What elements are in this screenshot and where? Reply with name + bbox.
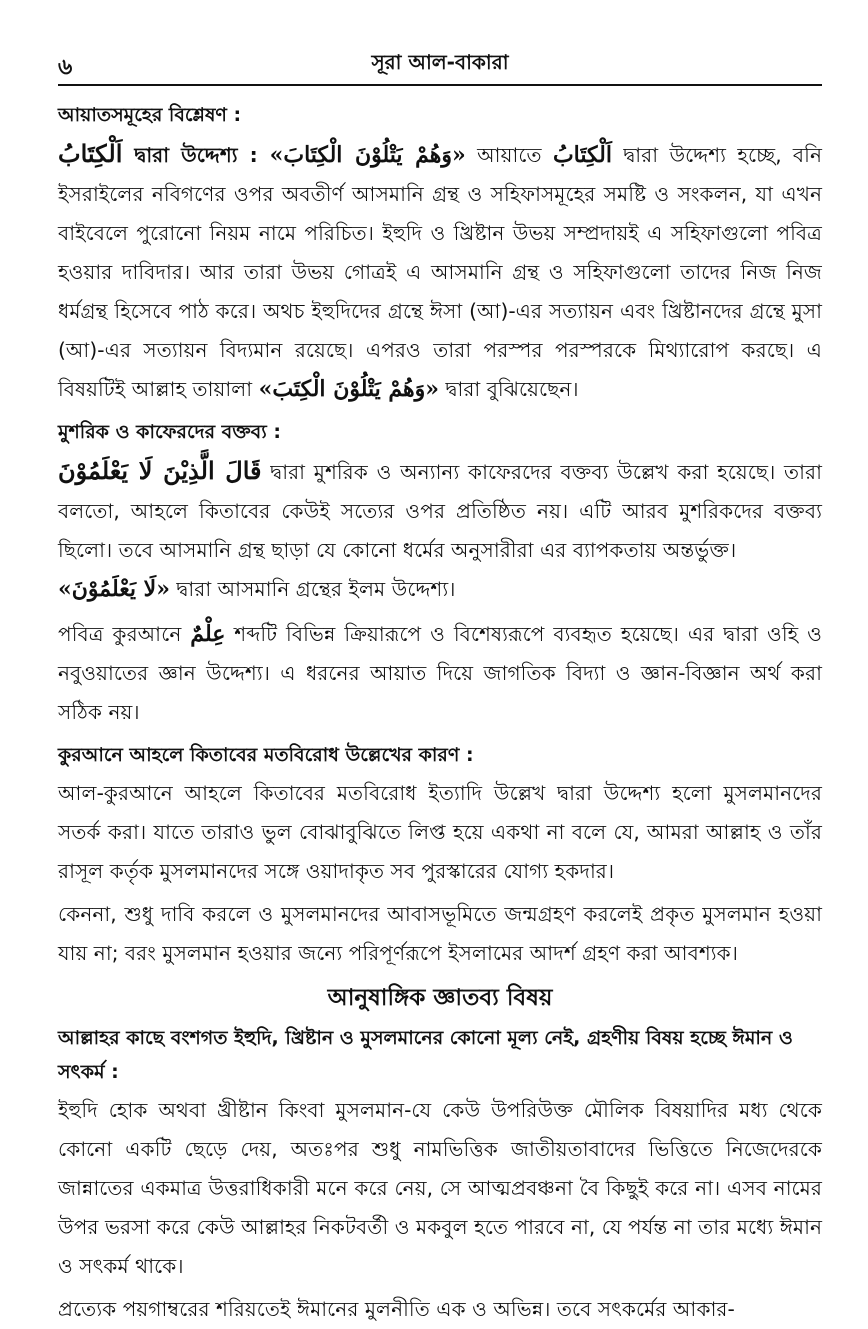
section-heading-faith-deeds: আল্লাহর কাছে বংশগত ইহুদি, খ্রিষ্টান ও মুসলমানের কোনো মূল্য নেই, গ্রহণীয় বিষয় হচ্ছে ঈমান ও সৎকর্ম : [58,1027,793,1083]
paragraph-disagreement-1: আল-কুরআনে আহলে কিতাবের মতবিরোধ ইত্যাদি উল্লেখ দ্বারা উদ্দেশ্য হলো মুসলমানদের সতর্ক করা। যাতে তারাও ভুল বোঝাবুঝিতে লিপ্ত হয়ে একথা না বলে যে, আমরা আল্লাহ ও তাঁর রাসূল কর্তৃক মুসলমানদের সঙ্গে ওয়াদাকৃত সব পুরস্কারের যোগ্য হকদার। [58,781,822,883]
section-heading-disagreement-reason: কুরআনে আহলে কিতাবের মতবিরোধ উল্লেখের কারণ : [58,744,474,766]
arabic-inline-al-kitab: اَلْكِتَابُ [552,142,612,168]
term-label: দ্বারা উদ্দেশ্য : [122,143,270,167]
arabic-quote-verse: «وَهُمْ يَتْلُوْنَ الْكِتَابَ» [269,142,466,168]
paragraph-mushrik-statement [58,451,822,609]
paragraph-faith-deeds-1: ইহুদি হোক অথবা খ্রীষ্টান কিংবা মুসলমান-যে কেউ উপরিউক্ত মৌলিক বিষয়াদির মধ্য থেকে কোনো একটি ছেড়ে দেয়, অতঃপর শুধু নামভিত্তিক জাতীয়তাবাদের ভিত্তিতে নিজেদেরকে জান্নাতের একমাত্র উত্তরাধিকারী মনে করে নেয়, সে আত্মপ্রবঞ্চনা বৈ কিছুই করে না। এসব নামের উপর ভরসা করে কেউ আল্লাহর নিকটবর্তী ও মকবুল হতে পারবে না, যে পর্যন্ত না তার মধ্যে ঈমান ও সৎকর্ম থাকে। [58,1098,822,1278]
paragraph-ilm-usage [58,615,822,732]
arabic-closing-verse: «وَهُمْ يَتْلُوْنَ الْكِتَبَ» [258,376,440,402]
running-title: সূরা আল-বাকারা [371,50,509,74]
arabic-term-al-kitab: اَلْكِتَابُ [58,139,123,168]
page-header [58,0,822,86]
paragraph-text: আয়াতে [465,143,553,167]
paragraph-text: দ্বারা মুশরিক ও অন্যান্য কাফেরদের বক্তব্য উল্লেখ করা হয়েছে। তারা বলতো, আহলে কিতাবের কেউই সত্যের ওপর প্রতিষ্ঠিত নয়। এটি আরব মুশরিকদের বক্তব্য ছিলো। তবে আসমানি গ্রন্থ ছাড়া যে কোনো ধর্মের অনুসারীরা এর ব্যাপকতায় অন্তর্ভুক্ত। [58,460,822,562]
section-title-additional-info: আনুষাঙ্গিক জ্ঞাতব্য বিষয় [327,985,553,1011]
paragraph-text: দ্বারা বুঝিয়েছেন। [439,377,579,401]
arabic-quote-la-yalamun: «لَا يَعْلَمُوْنَ» [58,576,170,602]
paragraph-kitab-meaning [58,134,822,409]
paragraph-text: দ্বারা উদ্দেশ্য হচ্ছে, বনি ইসরাইলের নবিগণের ওপর অবতীর্ণ আসমানি গ্রন্থ ও সহিফাসমূহের সমষ্টি ও সংকলন, যা এখন বাইবেলে পুরোনো নিয়ম নামে পরিচিত। ইহুদি ও খ্রিষ্টান উভয় সম্প্রদায়ই এ সহিফাগুলো পবিত্র হওয়ার দাবিদার। আর তারা উভয় গোত্রই এ আসমানি গ্রন্থ ও সহিফাগুলো তাদের নিজ নিজ ধর্মগ্রন্থ হিসেবে পাঠ করে। অথচ ইহুদিদের গ্রন্থে ঈসা (আ)-এর সত্যায়ন এবং খ্রিষ্টানদের গ্রন্থে মুসা (আ)-এর সত্যায়ন বিদ্যমান রয়েছে। এপরও তারা পরস্পর পরস্পরকে মিথ্যারোপ করছে। এ বিষয়টিই আল্লাহ তায়ালা [58,143,822,401]
paragraph-faith-deeds-2: প্রত্যেক পয়গাম্বরের শরিয়তেই ঈমানের মুলনীতি এক ও অভিন্ন। তবে সৎকর্মের আকার- [58,1297,735,1321]
paragraph-text: দ্বারা আসমানি গ্রন্থের ইলম উদ্দেশ্য। [169,577,456,601]
paragraph-disagreement-2: কেননা, শুধু দাবি করলে ও মুসলমানদের আবাসভূমিতে জন্মগ্রহণ করলেই প্রকৃত মুসলমান হওয়া যায় না; বরং মুসলমান হওয়ার জন্যে পরিপূর্ণরূপে ইসলামের আদর্শ গ্রহণ করা আবশ্যক। [58,902,822,965]
paragraph-text: পবিত্র কুরআনে [58,622,191,646]
page-number: ৬ [58,55,73,80]
arabic-term-ilm: عِلْمٌ [190,621,226,647]
section-heading-verse-analysis: আয়াতসমূহের বিশ্লেষণ : [58,104,242,126]
paragraph-text: শব্দটি বিভিন্ন ক্রিয়ারূপে ও বিশেষ্যরূপে ব্যবহৃত হয়েছে। এর দ্বারা ওহি ও নবুওয়াতের জ্ঞান উদ্দেশ্য। এ ধরনের আয়াত দিয়ে জাগতিক বিদ্যা ও জ্ঞান-বিজ্ঞান অর্থ করা সঠিক নয়। [58,622,822,724]
section-heading-mushrik-statement: মুশরিক ও কাফেরদের বক্তব্য : [58,421,281,443]
page-content [58,86,822,1329]
arabic-quote-qala: قَالَ الَّذِيْنَ لَا يَعْلَمُوْنَ [58,456,262,485]
